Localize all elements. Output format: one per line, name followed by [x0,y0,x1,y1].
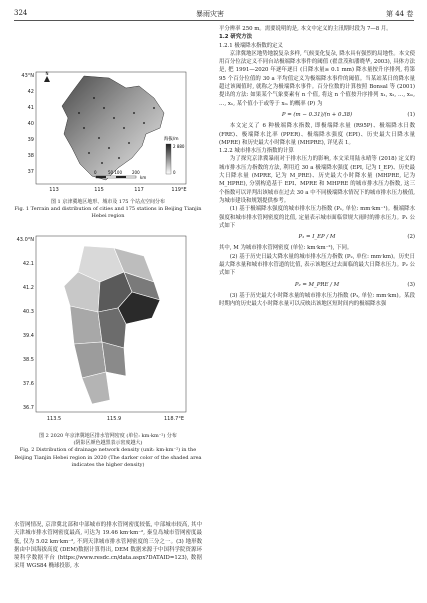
equation-2-number: (2) [407,234,415,241]
svg-text:41: 41 [27,105,34,111]
paragraph-0: 平分辨率 250 m。需要说明的是, 本文中定义的主汛期时段为 7—8 月。 [219,26,392,32]
svg-text:0: 0 [94,170,97,175]
paragraph-3: 为了探究京津冀暴雨对于排水压力的影响, 本文采用陆永晴等 (2018) 定义的城市排水压力指数的方法, 利用近 30 a 极端降水强度 (EPI, 记为 I_EP)、历史最大日降水量 (MPRE, 记为 M_PRE)、历史最大小时降水量 (MHPRE, 记为 M_HPRE), 分别构造基于 EPI、MPRE 和 MHPRE 的城市排水压力指数, 这三个指数可以评判出该城市在过去 30 a 中不同极端降水情况下的城市排水压力极值, 为城市建设和规划提供参考。 [219,156,415,204]
journal-name: 暴雨灾害 [196,10,224,18]
fig1-lon-labels [49,187,186,193]
svg-text:海拔/m: 海拔/m [164,137,179,142]
svg-text:N: N [45,71,49,76]
svg-text:2 880: 2 880 [173,144,185,149]
paragraph-5: 其中, M 为城市排水管网密度 (单位: km·km⁻²), 下同。 [219,245,353,252]
svg-text:115.9: 115.9 [106,416,122,422]
header-rule [14,20,414,21]
svg-text:118.7°E: 118.7°E [164,416,184,422]
fig2-lon-labels [47,416,184,422]
svg-text:38: 38 [27,153,34,159]
svg-text:113.5: 113.5 [46,416,62,422]
equation-1 [219,111,415,119]
page-number: 324 [14,9,28,17]
figure-1-terrain-map [14,68,202,198]
figure-2-caption-cn1: 图 2 2020 年京津冀地区排水管网密度 (单位: km·km⁻²) 分布 [39,433,177,439]
svg-text:0: 0 [173,170,176,175]
equation-3-number: (3) [407,281,415,288]
paragraph-2: 本文定义了 6 种极端降水指数, 即极端降水量 (R95P)、极端降水日数 (FRE)、极端降水比率 (PPER)、极端降水强度 (EPI)、历史最大日降水量 (MPRE) 和历史最大小时降水量 (MHPRE), 详见表 1。 [219,123,415,146]
equation-3 [219,281,415,289]
svg-text:115: 115 [94,187,104,193]
paragraph-4: (1) 基于极端降水强度的城市排水压力指数 (P₁, 单位: mm·km⁻¹)。极端降水强度和城市排水管网密度的比值, 定量表示城市面临常规大雨时的排水压力。P₁ 公式如下 [219,206,415,229]
figure-2-density-map [14,232,202,432]
section-1-2-1-heading: 1.2.1 极端降水指数的定义 [219,42,283,49]
paragraph-7: (3) 基于历史最大小时降水量的城市排水压力指数 (P₃, 单位: mm·km)。某段时期内的历史最大小时降水量可以反映出该地区短时间内的极端降水强 [219,292,415,308]
equation-2 [219,233,415,241]
figure-1-caption [14,199,202,221]
right-column-body [219,25,415,309]
figure-1-caption-cn: 图 1 京津冀地区地形、城市及 175 个站点空间分布 [50,199,166,205]
svg-text:38.5: 38.5 [22,357,34,363]
volume-label: 第 44 卷 [386,10,414,18]
svg-text:41.2: 41.2 [22,285,34,291]
left-paragraph: 水管网情况, 京津冀北部和中部城市的排水管网密度较低, 中部城市较高, 其中天津城市排水管网密度最高, 可达为 19.46 km·km⁻², 秦皇岛城市管网密度最低, 仅为 5.02 km·km⁻², 不到天津城市排水管网密度的三分之一。(3) 地形数据由中国海拔高度 (DEM)数据计算得出, DEM 数据来源于中国科学院资源环境科学数据平台 (https://www.resdc.cn/data.aspx?DATAID=123), 数据采用 WGS84 椭球投影, 水 [14,522,202,570]
svg-text:200: 200 [132,170,140,175]
svg-text:117: 117 [134,187,144,193]
equation-3-body: P₂ = M_PRE / M [294,281,340,288]
svg-text:42.1: 42.1 [22,261,34,267]
fig2-lat-labels [17,237,35,411]
svg-text:119°E: 119°E [171,187,187,193]
figure-2-caption [14,433,202,469]
svg-text:42: 42 [27,89,34,95]
svg-text:km: km [140,175,147,180]
svg-text:36.7: 36.7 [22,405,34,411]
fig1-lat-labels [21,73,34,175]
equation-2-body: P₁ = I_EP / M [298,234,336,241]
svg-text:40: 40 [27,121,34,127]
equation-1-number: (1) [407,111,415,118]
equation-1-body: P = (m − 0.31)/(n + 0.38) [281,111,353,118]
svg-text:50 100: 50 100 [108,170,122,175]
svg-text:39.4: 39.4 [22,333,34,339]
left-column-body [14,521,202,571]
svg-text:37: 37 [27,169,34,175]
paragraph-6: (2) 基于历史日最大降水量的城市排水压力指数 (P₂, 单位: mm·km)。历史日最大降水量和城市排水管道的比值, 表示该地区过去面临的最大日降水压力。P₂ 公式如下 [219,253,415,277]
figure-2-caption-cn2: (阴影区颜色越黑表示密度越大) [73,440,143,447]
svg-text:43°N: 43°N [21,73,34,79]
paragraph-1: 京津冀地区地势地貌复杂多样, 气候变化复杂, 降水具有强烈的局地性。本文使用百分位法定义不同台站极端降水事件的阈值 (翟盘茂和潘晓华, 2003), 具体方法是, 把 1991—2020 年逐年逐日 (日降水量≥ 0.1 mm) 降水量按升序排列, 将第 95 个百分位值的 30 a 平均值定义为极端降水事件的阈值。当某站某日的降水量超过该阈值时, 就称之为极端降水事件。百分位数的计算按照 Bonsal 等 (2001) 提出的方法: 如果某个气象要素有 n 个值, 将这 n 个值按升序排列 x₁, x₂, …, xₘ, …, xₙ, 某个值小于或等于 xₘ 的概率 (P) 为 [219,50,415,107]
section-1-2-2-heading: 1.2.2 城市排水压力指数的计算 [219,148,294,155]
svg-text:40.3: 40.3 [22,309,34,315]
svg-text:39: 39 [27,137,34,143]
svg-text:113: 113 [49,187,59,193]
figure-1-caption-en: Fig. 1 Terrain and distribution of cities and 175 stations in Beijing Tianjin Hebei region [14,206,202,220]
page-header [0,0,427,26]
figure-2-caption-en: Fig. 2 Distribution of drainage network density (unit: km·km⁻²) in the Beijing Tianjin Hebei region in 2020 (The darker color of the shaded area indicates the higher density) [14,447,202,468]
svg-text:37.6: 37.6 [22,381,34,387]
svg-text:43.0°N: 43.0°N [16,237,34,243]
section-1-2-heading: 1.2 研究方法 [219,34,252,41]
